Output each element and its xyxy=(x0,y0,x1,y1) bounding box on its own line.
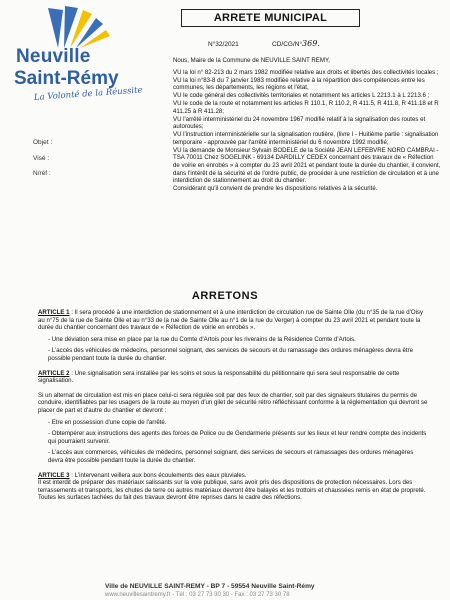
article-2-bullet: - L'accès aux commerces, véhicules de médecins, personnel soignant, des services de secours et ramassages des ordures ménagères devra être possible pendant toute la durée du chantier. xyxy=(48,449,414,464)
article-3-text: : L'intervenant veillera aux bons écoulements des eaux pluviales. xyxy=(69,471,247,479)
article-3-label: ARTICLE 3 xyxy=(38,471,70,479)
article-1-bullet: - Une déviation sera mise en place par la rue du Comte d'Artois pour les riverains de la Résidence Comte d'Artois. xyxy=(48,335,356,343)
reference-handwritten-number: 369. xyxy=(302,39,320,48)
article-2-label: ARTICLE 2 xyxy=(38,369,70,377)
vu-item: VU la demande de Monsieur Sylvain BODELE de la Société JEAN LEFEBVRE NORD CAMBRAI - TSA 70011 Chez SOGELINK - 69134 DARDILLY CEDEX concernant des travaux de « Réfection de voirie en enrobés » à compter du 23 avril 2021 et pendant toute la durée du chantier, il convient, dans l'intérêt de la sécurité et de l'ordre public, de procéder à une restriction de circulation et à une interdiction de stationnement au droit du chantier. xyxy=(173,146,441,185)
vu-item: VU la loi n° 82-213 du 2 mars 1982 modifiée relative aux droits et libertés des collectivités locales ; xyxy=(173,69,439,76)
meta-objet-label: Objet : xyxy=(33,139,53,146)
logo-text-line2: Saint-Rémy xyxy=(14,68,119,89)
footer-contact: www.neuvillesaintremy.fr - Tél : 03 27 73 30 30 - Fax : 03 27 73 30 78 xyxy=(105,592,290,598)
town-logo-rays-icon xyxy=(28,4,120,48)
article-2-paragraph: Si un alternat de circulation est mis en place celui-ci sera régulée soit par des feux de chantier, soit par des signaleurs titulaires du permis de conduire, identifiables par les usagers de la route au moyen d'un gilet de sécurité rétro réfléchissant conforme à la réglementation qui devront se placer de part et d'autre du chantier et devront : xyxy=(38,391,428,414)
reference-number xyxy=(272,39,320,48)
articles-body xyxy=(38,309,430,502)
logo-text-line1: Neuville xyxy=(16,46,91,67)
vu-item: VU l'instruction interministérielle sur la signalisation routière, (livre I - Huitième partie : signalisation temporaire - approuvée par l'arrêté interministériel du 6 novembre 1992 modifié; xyxy=(173,131,439,146)
vu-item: VU le code de la route et notamment les articles R 110.1, R 110.2, R 411.5, R 411.8, R 411.18 et R 411.25 à R 411.28; xyxy=(173,100,439,115)
vu-item: VU l'arrêté interministériel du 24 novembre 1967 modifié relatif à la signalisation des routes et autoroutes; xyxy=(173,115,426,131)
document-title: ARRETE MUNICIPAL xyxy=(181,9,360,27)
article-2-bullet: - Obtempérer aux instructions des agents des forces de Police ou de Gendarmerie présents sur les lieux et leur rendre compte des incidents qui pourraient survenir. xyxy=(48,430,427,445)
article-2 xyxy=(38,370,430,385)
article-1-text: : Il sera procédé à une interdiction de stationnement et à une interdiction de circulation rue de Sainte Olle (du n°35 de la rue d'Oisy au n°75 de la rue de Sainte Olle et au n°33 de la rue de Sainte Olle au n°1 de la rue du Verger) à compter du 23 avril 2021 et pendant toute la durée du chantier concernant des travaux de « Réfection de voirie en enrobés ». xyxy=(38,309,424,332)
logo-slogan: La Volonté de la Réussite xyxy=(33,85,143,103)
meta-ref-label: N/réf : xyxy=(33,170,51,177)
vu-item: Considérant qu'il convient de prendre les dispositions relatives à la sécurité. xyxy=(173,184,378,192)
article-1-label: ARTICLE 1 xyxy=(38,309,70,316)
vu-item: VU la loi n°83-8 du 7 janvier 1983 modifiée relative à la répartition des compétences entre les communes, les départements, les régions et l'état, xyxy=(173,76,425,92)
vu-item: VU le code général des collectivités territoriales et notamment les articles L 2213.1 à L 2213.6 ; xyxy=(173,92,430,100)
vu-list xyxy=(173,69,441,193)
reference-label: CD/CG/N° xyxy=(272,41,303,48)
article-2-bullet: - Etre en possession d'une copie de l'arrêté. xyxy=(48,418,167,426)
article-3 xyxy=(38,472,430,480)
article-2-text: : Une signalisation sera installée par les soins et sous la responsabilité du pétitionnaire qui sera seul responsable de cette signalisation. xyxy=(38,369,400,385)
mayor-statement: Nous, Maire de la Commune de NEUVILLE SAINT REMY, xyxy=(173,57,330,64)
footer-address: Ville de NEUVILLE SAINT-REMY - BP 7 - 59554 Neuville Saint-Rémy xyxy=(105,583,315,590)
decree-number: N°32/2021 xyxy=(208,41,239,48)
meta-vise-label: Visé : xyxy=(33,155,50,162)
article-1-bullet: - L'accès des véhicules de médecins, personnel soignant, des services de secours et du ramassage des ordures ménagères devra être possible pendant toute la durée du chantier. xyxy=(48,347,413,362)
article-3-paragraph: Il est interdit de préparer des matériaux salissants sur la voie publique, sans avoir pris des dispositions de protection nécessaires. Lors des terrassements et transports, les chutes de terre ou autres matériaux devront être balayés et les trottoirs et chaussées remis en état de propreté. Toutes les surfaces tachées du fait des travaux devront être reprises dans le cadre des réfections. xyxy=(38,479,426,502)
article-1 xyxy=(38,309,430,332)
arretons-heading: ARRETONS xyxy=(191,290,259,302)
